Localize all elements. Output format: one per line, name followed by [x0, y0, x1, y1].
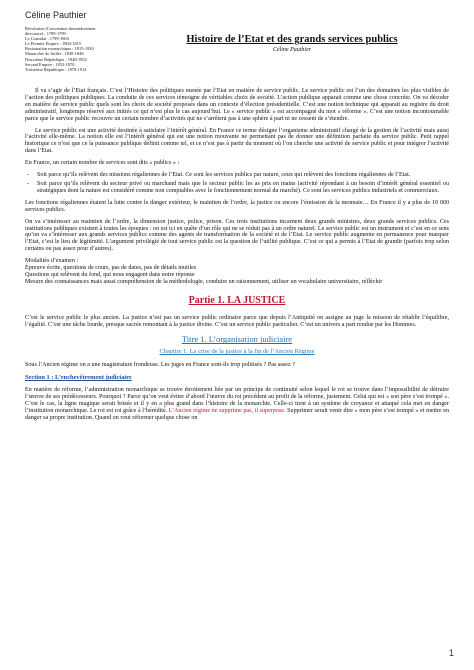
timeline-item: Troisième République : 1870-1914	[25, 66, 87, 72]
list-item-text: Soit parce qu’ils relèvent du secteur privé ou marchand mais que le secteur public les as pris en mains (activité répondant à un besoin d’intérêt général essentiel ou stratégiques dont la nature est considéré comme non comptables avec le fonctionnement normal du marché). Ce sont les services publics industriels et commerciaux.	[37, 180, 449, 194]
part-title-text: Partie 1. LA JUSTICE	[188, 294, 286, 306]
modalities-line: Modalités d’examen :	[25, 258, 79, 265]
paragraph: C’est le service public le plus ancien. La justice n’est pas un service public ordinaire parce que depuis l’Antiquité on assigne au juge la mission de rétablir l’équilibre, l’égalité. C’est une tâche lourde, presque sacrée remontant à la justice divine. C’est un service public particulier. C’est un univers a part rendue par les Hommes.	[25, 314, 449, 328]
paragraph-text: En matière de réforme, l’administration monarchique se trouve étroitement liée par un principe de continuité selon lequel le roi se trouve dans l’impossibilité de détruire l’œuvre de ses prédécesseurs. Pourquoi ? Parce qu’on veut éviter d’abord l’œuvre du roi précédent au profit de la réforme, justement. Celui qui est « son père s’est trompé ». C’est le cas, la ligne magique serait brisée et il y en a plus grand dans l’histoire de la monarchie. Celle-ci tient à un système de croyance et attaqué cela met en danger l’institution monarchique. Le roi est roi grâce à l’hérédité.	[25, 387, 449, 414]
list-bullet: -	[27, 180, 30, 187]
part-title	[25, 294, 449, 306]
exam-modalities	[25, 258, 449, 286]
paragraph: Sous l’Ancien régime on a une magistrature frondeuse. Les juges en France sont-ils trop politisés ? Pas assez ?	[25, 362, 295, 369]
titre-heading: Titre 1. L’organisation judiciaire	[181, 334, 293, 345]
document-body	[25, 88, 449, 427]
list-bullet: -	[27, 172, 30, 179]
timeline-item: Le Premier Empire : 1804-1815	[25, 41, 82, 47]
page-number: 1	[448, 648, 454, 658]
header-author: Céline Pauthier	[25, 10, 87, 20]
chapter-heading: Chapitre 1. La crise de la justice à la fin de l’Ancien Régime	[159, 348, 315, 356]
timeline-item: Révolution (Convention thermidorienne	[25, 26, 96, 31]
list-item	[25, 181, 449, 195]
document-title: Histoire de l’Etat et des grands services publics	[186, 34, 398, 45]
timeline-item: Le Consulat : 1799-1804	[25, 36, 69, 42]
modalities-line: Épreuve écrite, questions de cours, pas de dates, pas de détails inutiles	[25, 265, 197, 272]
paragraph: On va s’intéresser au maintien de l’ordre, la dimension justice, police, prison. Ces trois institutions incarnent deux grands ministres, deux grands services publics. Ces institutions publiques existent à toutes les époques : on est ici en quête d’un rôle qui ne se réduit pas à un ordre naturel. Le service public est un instrument et c’est en ce sens qu’on va s’intéresser aux grands services publics comme des agents de transformation de la société et de l’Etat. Le service public augmente en permanence pour marquer l’Etat, c’est le lieu de légitimité. L’argument privilégié de tout service public est la question de l’utilité publique. C’est ce qui a permis à l’Etat de grandir (parfois trop selon certains ou pas assez pour d’autres).	[25, 218, 449, 253]
paragraph: Il va s’agir de l’Etat français. C’est l’Histoire des politiques menée par l’Etat en matière de service public. Le service public est l’un des domaines les plus visibles de l’action des politiques publiques. La conduite de ces services témoigne de véritables choix de société. L’action publique apparait comme une chose concrète. On va décoder en matière de service public quels sont les choix de société proposés dans un contexte d’élection présidentielle. C’est une notion technique qui apparait au registre du droit administratif, longtemps réservé aux initiés ce qui n’est plus le cas aujourd’hui. Le « service public » est accompagné du mot « réforme ». C’est une notion incontournable parce que le service public recouvre un certain nombre d’activités qui ne s’arrêtent pas à une sphère à part ni ne cessent de s’étendre.	[25, 88, 449, 122]
timeline-list	[25, 26, 129, 72]
timeline-item: Restauration monarchique : 1815-1830	[25, 46, 94, 52]
list-item-text: Soit parce qu’ils relèvent des missions régaliennes de l’Etat. Ce sont les services publics par nature, ceux qui relèvent des fonctions régaliennes de l’Etat.	[37, 172, 411, 179]
paragraph: Les fonctions régaliennes étaient la lutte contre le danger extérieur, le maintien de l’ordre, la justice ou encore l’émission de la monnaie… En France il y a plus de 10 000 services publics.	[25, 199, 449, 213]
modalities-line: Questions qui relèvent du fond, qui nous engagent dans notre réponse	[25, 271, 195, 278]
paragraph	[25, 387, 449, 422]
timeline-item: Second Empire : 1852-1870	[25, 61, 75, 67]
timeline-item: directoire) : 1789-1799	[25, 31, 66, 37]
timeline-item: Deuxième République : 1848-1852	[25, 56, 87, 62]
paragraph-text: Supprimer serait venir dire « mon père s’est trompé » et mettre en danger sa propre institution. Quand on veut réformer quelque chose on	[25, 407, 449, 421]
list-item	[25, 172, 449, 179]
modalities-line: Mesure des connaissances mais aussi compréhension de la méthodologie, conduire un raisonnement, utiliser un vocabulaire universitaire, réfléchir	[25, 278, 383, 285]
section-heading: Section 1 : L’enchevêtrement judiciaire	[25, 374, 132, 382]
paragraph: Le service public est une activité destinée à satisfaire l’intérêt général. En France ce terme désigne l’organisme administratif chargé de la gestion de l’activité mais aussi l’activité elle-même. La notion elle est l’intérêt général qui est une notion mouvante ne permettant pas de donner une définition parfaite du service public. Petit rappel historique ce n’est que ce la puissance publique définit comme tel, et ce n’est pas à partir du moment où l’on cherche une activité de service public et pour intégrer l’activité dans l’Etat.	[25, 127, 449, 155]
timeline-item: Monarchie de Juillet : 1830-1848	[25, 51, 84, 57]
title-block	[132, 26, 452, 53]
document-subtitle: Céline Pauthier	[272, 47, 312, 53]
paragraph: En France, un certain nombre de services sont dits « publics » :	[25, 160, 180, 167]
highlight-text: L’Ancien régime ne supprime pas, il superpose.	[168, 407, 286, 414]
